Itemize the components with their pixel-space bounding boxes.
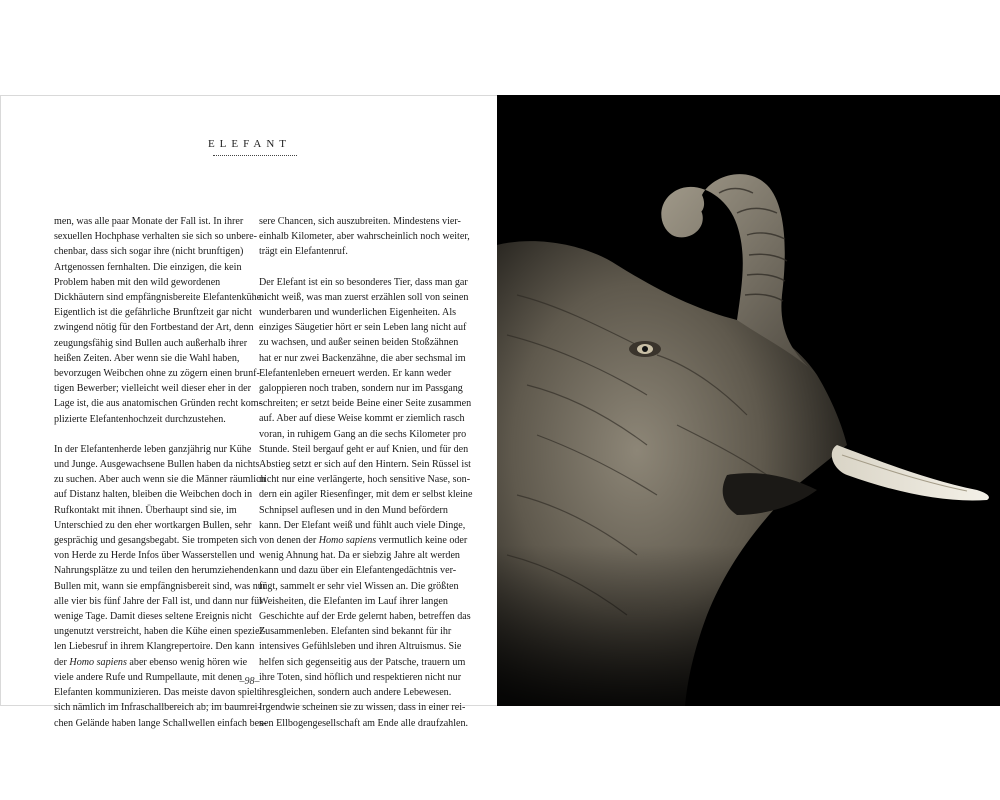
elephant-photo — [497, 95, 1000, 706]
chapter-title: ELEFANT — [207, 138, 292, 150]
right-paragraph-2: Der Elefant ist ein so besonderes Tier, dass man gar nicht weiß, was man zuerst erzählen soll von seinen wunderbaren und wunderlichen Eigenheiten. Als einziges Säugetier hört er sein Leben lang nicht auf zu wachsen, und außer seinen beiden Stoßzähnen hat er nur zwei Backenzähne, die aber sechsmal im Elefantenleben erneuert werden. Er kann weder galoppieren noch traben, sondern nur im Passgang schreiten; er setzt beide Beine einer Seite zusammen auf. Aber auf diese Weise kommt er ziemlich rasch voran, in ruhigem Gang an die sechs Kilometer pro Stunde. Steil bergauf geht er auf Knien, und für den Abstieg setzt er sich auf den Hintern. Sein Rüssel ist nicht nur eine verlängerte, hoch sensitive Nase, son- dern ein agiler Riesenfinger, mit dem er selbst kleine Schnipsel auflesen und in den Mund befördern kann. Der Elefant weiß und fühlt auch viele Dinge, von denen der Homo sapiens vermutlich keine oder wenig Ahnung hat. Da er siebzig Jahre alt werden kann und dazu über ein Elefantengedächtnis ver- fügt, sammelt er sehr viel Wissen an. Die größten Weisheiten, die Elefanten im Lauf ihrer langen Geschichte auf der Erde gelernt haben, betreffen das Zusammenleben. Elefanten sind bekannt für ihr intensives Gefühlsleben und ihren Altruismus. Sie helfen sich gegenseitig aus der Patsche, trauern um ihre Toten, sind höflich und respektieren nicht nur ihresgleichen, sondern auch andere Lebewesen. Irgendwie scheinen sie zu wissen, dass in einer rei- nen Ellbogengesellschaft am Ende alle draufzahlen. — [259, 276, 473, 729]
book-spread — [0, 95, 1000, 729]
text-page — [0, 95, 497, 729]
chapter-title-underline — [213, 155, 297, 156]
photo-bottom-shade — [497, 545, 1000, 706]
left-paragraph-2: In der Elefantenherde leben ganzjährig nur Kühe und Junge. Ausgewachsene Bullen haben da nichts zu suchen. Aber auch wenn sie die Männer räumlich auf Distanz halten, bleiben die Weibchen doch in Rufkontakt mit ihnen. Überhaupt sind sie, im Unterschied zu den eher wortkargen Bullen, sehr gesprächig und gesangsbegabt. Sie trompeten sich von Herde zu Herde Infos über Wasserstellen und Nahrungsplätze zu und teilen den herumziehenden Bullen mit, wann sie empfängnisbereit sind, was nur alle vier bis fünf Jahre der Fall ist, und dann nur für wenige Tage. Damit dieses seltene Ereignis nicht ungenutzt verstreicht, haben die Kühe einen speziel- len Liebesruf in ihrem Klangrepertoire. Den kann der Homo sapiens aber ebenso wenig hören wie viele andere Rufe und Rumpellaute, mit denen Elefanten kommunizieren. Das meiste davon spielt sich nämlich im Infraschallbereich ab; im baumrei- chen Gelände haben lange Schallwellen einfach bes- — [54, 443, 267, 729]
elephant-eye — [629, 341, 661, 357]
page-number: –98– — [239, 676, 260, 687]
left-paragraph-1: men, was alle paar Monate der Fall ist. In ihrer sexuellen Hochphase verhalten sie sich so unbere- chenbar, dass sich sogar ihre (nicht brunftigen) Artgenossen fernhalten. Die einzigen, die kein Problem haben mit den wild gewordenen Dickhäutern sind empfängnisbereite Elefantenkühe. Eigentlich ist die gefährliche Brunftzeit gar nicht zwingend nötig für den Fortbestand der Art, denn zeugungsfähig sind Bullen auch außerhalb ihrer heißen Zeiten. Aber wenn sie die Wahl haben, bevorzugen Weibchen ohne zu zögern einen brunf- tigen Bewerber; vielleicht weil dieser eher in der Lage ist, die aus anatomischen Gründen recht kom- plizierte Elefantenhochzeit durchzustehen. — [54, 216, 264, 425]
elephant-illustration — [497, 95, 1000, 706]
right-text-column — [259, 214, 473, 731]
right-paragraph-1: sere Chancen, sich auszubreiten. Mindestens vier- einhalb Kilometer, aber wahrscheinlich noch weiter, trägt ein Elefantenruf. — [259, 216, 470, 258]
left-text-column — [54, 214, 267, 731]
